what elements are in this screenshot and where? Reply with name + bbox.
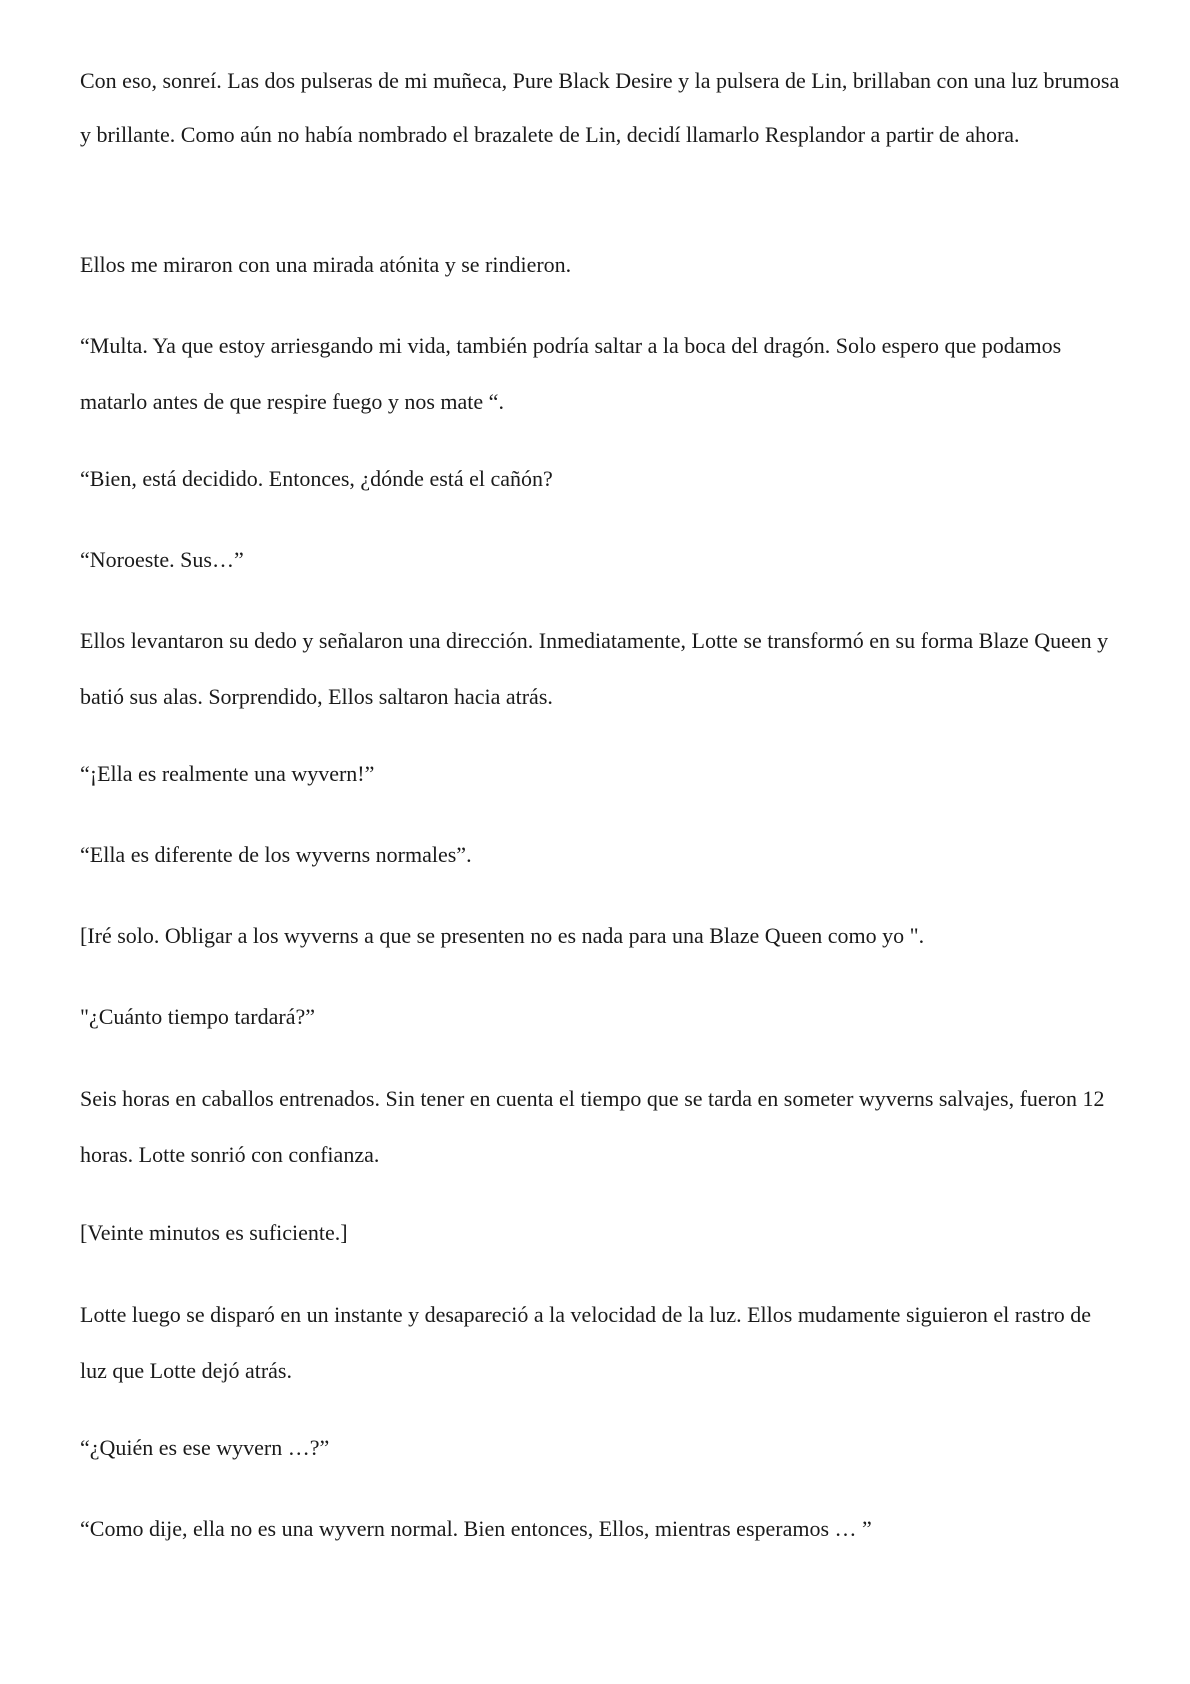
paragraph-10: "¿Cuánto tiempo tardará?” (80, 1004, 315, 1029)
paragraph-12: [Veinte minutos es suficiente.] (80, 1220, 348, 1245)
paragraph-9: [Iré solo. Obligar a los wyverns a que se presenten no es nada para una Blaze Queen como yo ". (80, 923, 925, 948)
paragraph-5: “Noroeste. Sus…” (80, 547, 244, 572)
paragraph-8: “Ella es diferente de los wyverns normales”. (80, 842, 472, 867)
paragraph-15: “Como dije, ella no es una wyvern normal. Bien entonces, Ellos, mientras esperamos … ” (80, 1516, 872, 1541)
paragraph-11: Seis horas en caballos entrenados. Sin tener en cuenta el tiempo que se tarda en someter wyverns salvajes, fueron 12 horas. Lotte sonrió con confianza. (80, 1086, 1105, 1167)
paragraph-4: “Bien, está decidido. Entonces, ¿dónde está el cañón? (80, 466, 553, 491)
paragraph-7: “¡Ella es realmente una wyvern!” (80, 761, 375, 786)
paragraph-2: Ellos me miraron con una mirada atónita y se rindieron. (80, 252, 572, 277)
paragraph-13: Lotte luego se disparó en un instante y desapareció a la velocidad de la luz. Ellos mudamente siguieron el rastro de luz que Lotte dejó atrás. (80, 1302, 1092, 1383)
paragraph-3: “Multa. Ya que estoy arriesgando mi vida, también podría saltar a la boca del dragón. Solo espero que podamos matarlo antes de que respire fuego y nos mate “. (80, 333, 1062, 414)
paragraph-6: Ellos levantaron su dedo y señalaron una dirección. Inmediatamente, Lotte se transformó en su forma Blaze Queen y batió sus alas. Sorprendido, Ellos saltaron hacia atrás. (80, 628, 1109, 709)
paragraph-1: Con eso, sonreí. Las dos pulseras de mi muñeca, Pure Black Desire y la pulsera de Lin, brillaban con una luz brumosa y brillante. Como aún no había nombrado el brazalete de Lin, decidí llamarlo Resplandor a partir de ahora. (80, 68, 1120, 147)
paragraph-14: “¿Quién es ese wyvern …?” (80, 1435, 330, 1460)
